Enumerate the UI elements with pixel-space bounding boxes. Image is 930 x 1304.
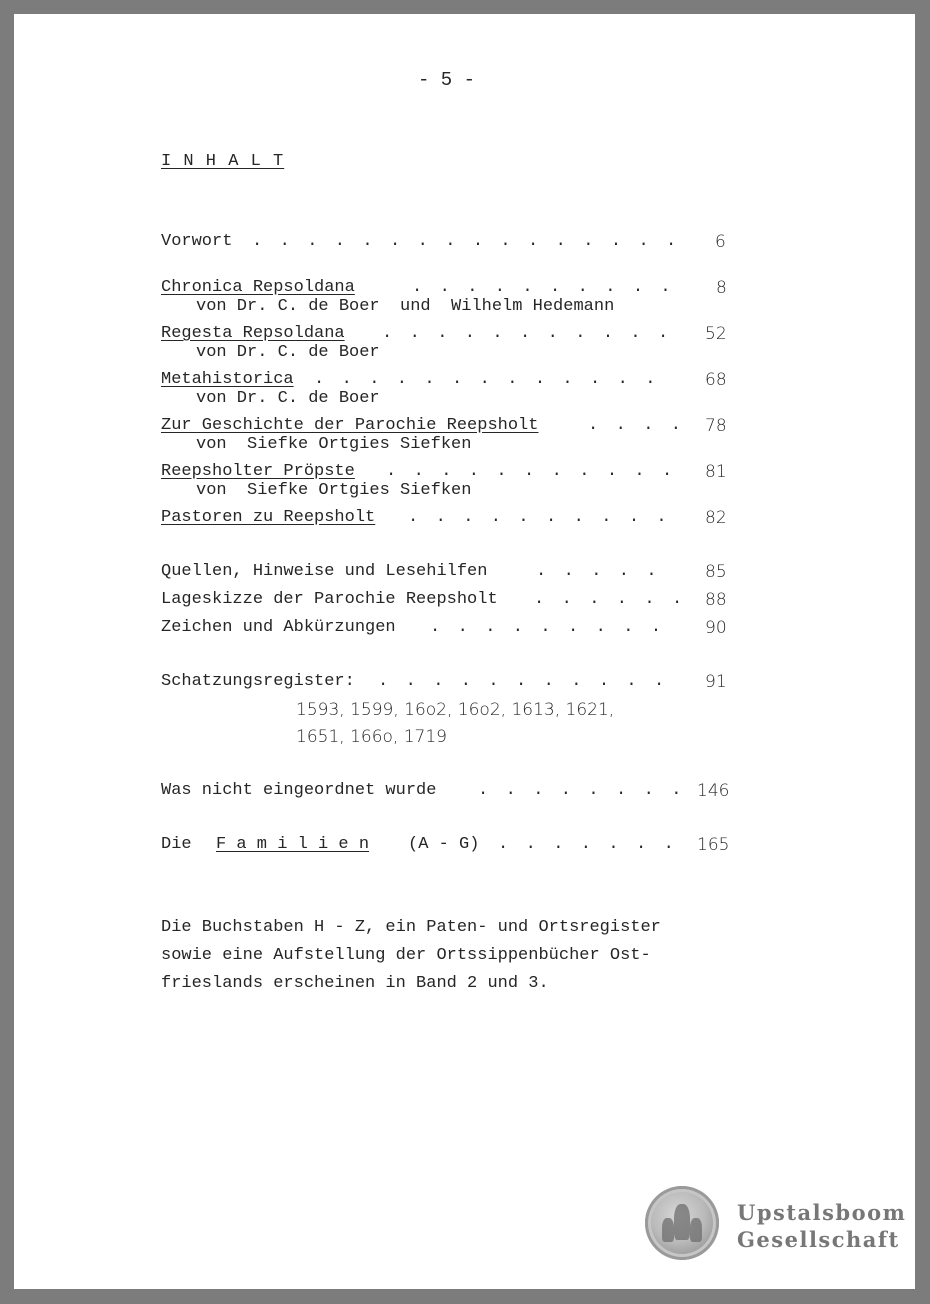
toc-entry-page: 68 xyxy=(705,370,727,390)
toc-heading: I N H A L T xyxy=(161,152,285,171)
toc-entry-title: Reepsholter Pröpste xyxy=(161,462,355,481)
closing-note-line: sowie eine Aufstellung der Ortssippenbücher Ost- xyxy=(161,946,651,965)
toc-entry-title: Quellen, Hinweise und Lesehilfen xyxy=(161,562,488,581)
toc-leader-dots xyxy=(430,618,686,638)
toc-entry-title-emphasis: F a m i l i e n xyxy=(216,835,370,854)
toc-leader-dots xyxy=(314,370,686,390)
schatzung-years: 1593, 1599, 16o2, 16o2, 1613, 1621, xyxy=(296,700,615,720)
document-page xyxy=(14,14,915,1289)
society-seal-icon xyxy=(645,1186,719,1260)
toc-entry-author: von Dr. C. de Boer xyxy=(196,389,380,408)
toc-leader-dots xyxy=(588,416,686,436)
toc-entry-title: Zeichen und Abkürzungen xyxy=(161,618,396,637)
toc-entry-author: von Siefke Ortgies Siefken xyxy=(196,435,472,454)
toc-entry-title: (A - G) xyxy=(408,835,480,854)
toc-leader-dots xyxy=(252,232,690,252)
toc-entry-page: 8 xyxy=(716,278,727,298)
toc-leader-dots xyxy=(378,672,686,692)
toc-leader-dots xyxy=(478,781,686,801)
toc-entry-page: 90 xyxy=(705,618,727,638)
logo-line-1: Upstalsboom xyxy=(737,1200,907,1225)
toc-entry-author: von Dr. C. de Boer und Wilhelm Hedemann xyxy=(196,297,615,316)
toc-leader-dots xyxy=(536,562,686,582)
toc-entry-title: Lageskizze der Parochie Reepsholt xyxy=(161,590,498,609)
toc-entry-title: Was nicht eingeordnet wurde xyxy=(161,781,437,800)
toc-entry-title: Die xyxy=(161,835,192,854)
logo-line-2: Gesellschaft xyxy=(737,1227,900,1252)
society-logo-text xyxy=(737,1199,906,1253)
toc-entry-page: 6 xyxy=(715,232,726,252)
toc-leader-dots xyxy=(386,462,686,482)
toc-leader-dots xyxy=(408,508,688,528)
closing-note-line: Die Buchstaben H - Z, ein Paten- und Ortsregister xyxy=(161,918,661,937)
toc-entry-title: Schatzungsregister: xyxy=(161,672,355,691)
toc-entry-title: Zur Geschichte der Parochie Reepsholt xyxy=(161,416,539,435)
toc-entry-page: 52 xyxy=(705,324,727,344)
toc-leader-dots xyxy=(498,835,686,855)
toc-entry-page: 88 xyxy=(705,590,727,610)
toc-entry-title: Pastoren zu Reepsholt xyxy=(161,508,376,527)
toc-entry-page: 85 xyxy=(705,562,727,582)
toc-entry-title: Vorwort xyxy=(161,232,233,251)
page-number: - 5 - xyxy=(418,69,476,91)
closing-note-line: frieslands erscheinen in Band 2 und 3. xyxy=(161,974,549,993)
schatzung-years: 1651, 166o, 1719 xyxy=(296,727,447,747)
toc-entry-page: 91 xyxy=(705,672,727,692)
toc-entry-page: 81 xyxy=(705,462,727,482)
toc-entry-page: 78 xyxy=(705,416,727,436)
toc-leader-dots xyxy=(412,278,690,298)
toc-entry-page: 146 xyxy=(697,781,730,801)
toc-entry-author: von Dr. C. de Boer xyxy=(196,343,380,362)
toc-entry-author: von Siefke Ortgies Siefken xyxy=(196,481,472,500)
toc-leader-dots xyxy=(382,324,686,344)
toc-entry-page: 82 xyxy=(705,508,727,528)
toc-entry-page: 165 xyxy=(697,835,730,855)
toc-entry-title: Metahistorica xyxy=(161,370,294,389)
toc-entry-title: Chronica Repsoldana xyxy=(161,278,355,297)
toc-leader-dots xyxy=(534,590,686,610)
toc-entry-title: Regesta Repsoldana xyxy=(161,324,345,343)
